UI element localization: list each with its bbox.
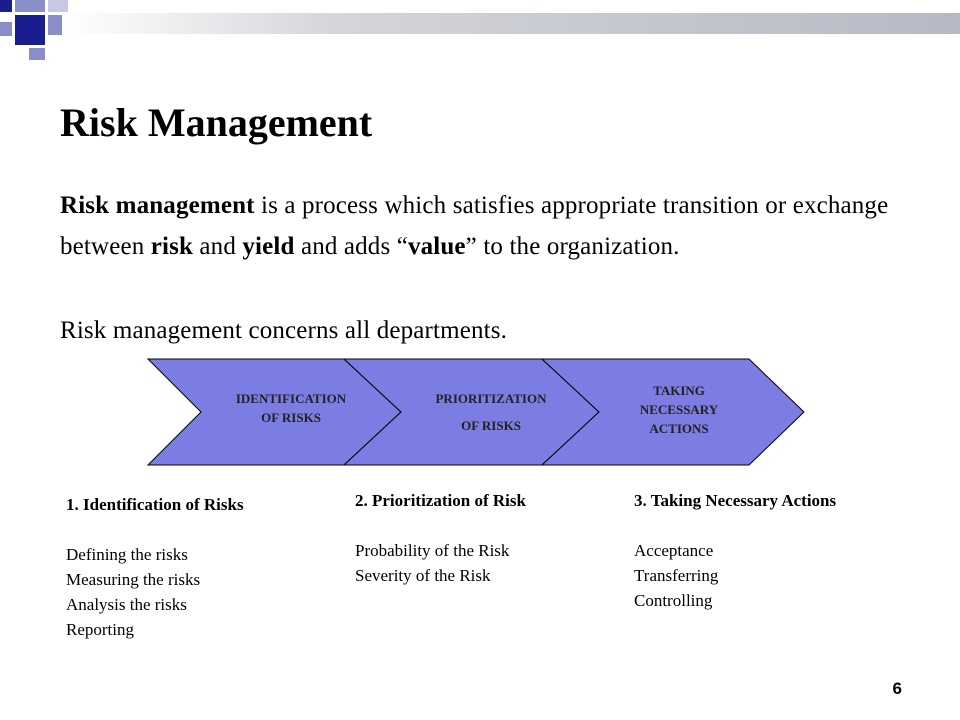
column-identification xyxy=(66,492,244,642)
decor-square xyxy=(29,48,45,60)
decor-square xyxy=(0,0,12,12)
column-heading: 3. Taking Necessary Actions xyxy=(634,491,837,510)
term-risk: risk xyxy=(150,233,194,260)
column-prioritization xyxy=(355,488,526,588)
term-yield: yield xyxy=(242,233,295,260)
header-decoration xyxy=(0,0,960,60)
list-item: Analysis the risks xyxy=(66,595,187,614)
page-number: 6 xyxy=(892,679,902,698)
list-item: Transferring xyxy=(634,566,719,585)
decor-square xyxy=(48,15,62,35)
intro-paragraph: Risk management is a process which satisfies appropriate transition or exchange between risk and yield and adds “value” to the organization. xyxy=(60,192,889,260)
list-item: Acceptance xyxy=(634,541,714,560)
list-item: Controlling xyxy=(634,591,713,610)
term-value: value xyxy=(407,233,466,260)
departments-note: Risk management concerns all departments. xyxy=(60,317,507,344)
header-gradient-bar xyxy=(64,13,960,34)
list-item: Severity of the Risk xyxy=(355,566,491,585)
list-item: Measuring the risks xyxy=(66,570,201,589)
flow-step-actions: TAKING NECESSARY ACTIONS xyxy=(639,383,719,436)
decor-square xyxy=(48,0,68,12)
process-flow xyxy=(146,357,806,467)
list-item: Reporting xyxy=(66,620,134,639)
slide-title: Risk Management xyxy=(60,100,373,145)
list-item: Defining the risks xyxy=(66,545,188,564)
column-heading: 1. Identification of Risks xyxy=(66,495,244,514)
decor-square xyxy=(0,22,12,36)
term-risk-management: Risk management xyxy=(60,192,255,219)
decor-square xyxy=(15,15,45,45)
decor-square xyxy=(15,0,45,12)
flow-step-prioritization: PRIORITIZATION OF RISKS xyxy=(435,391,547,433)
list-item: Probability of the Risk xyxy=(355,541,510,560)
column-actions xyxy=(634,488,836,613)
flow-step-identification: IDENTIFICATION OF RISKS xyxy=(235,391,347,425)
column-heading: 2. Prioritization of Risk xyxy=(355,491,526,510)
